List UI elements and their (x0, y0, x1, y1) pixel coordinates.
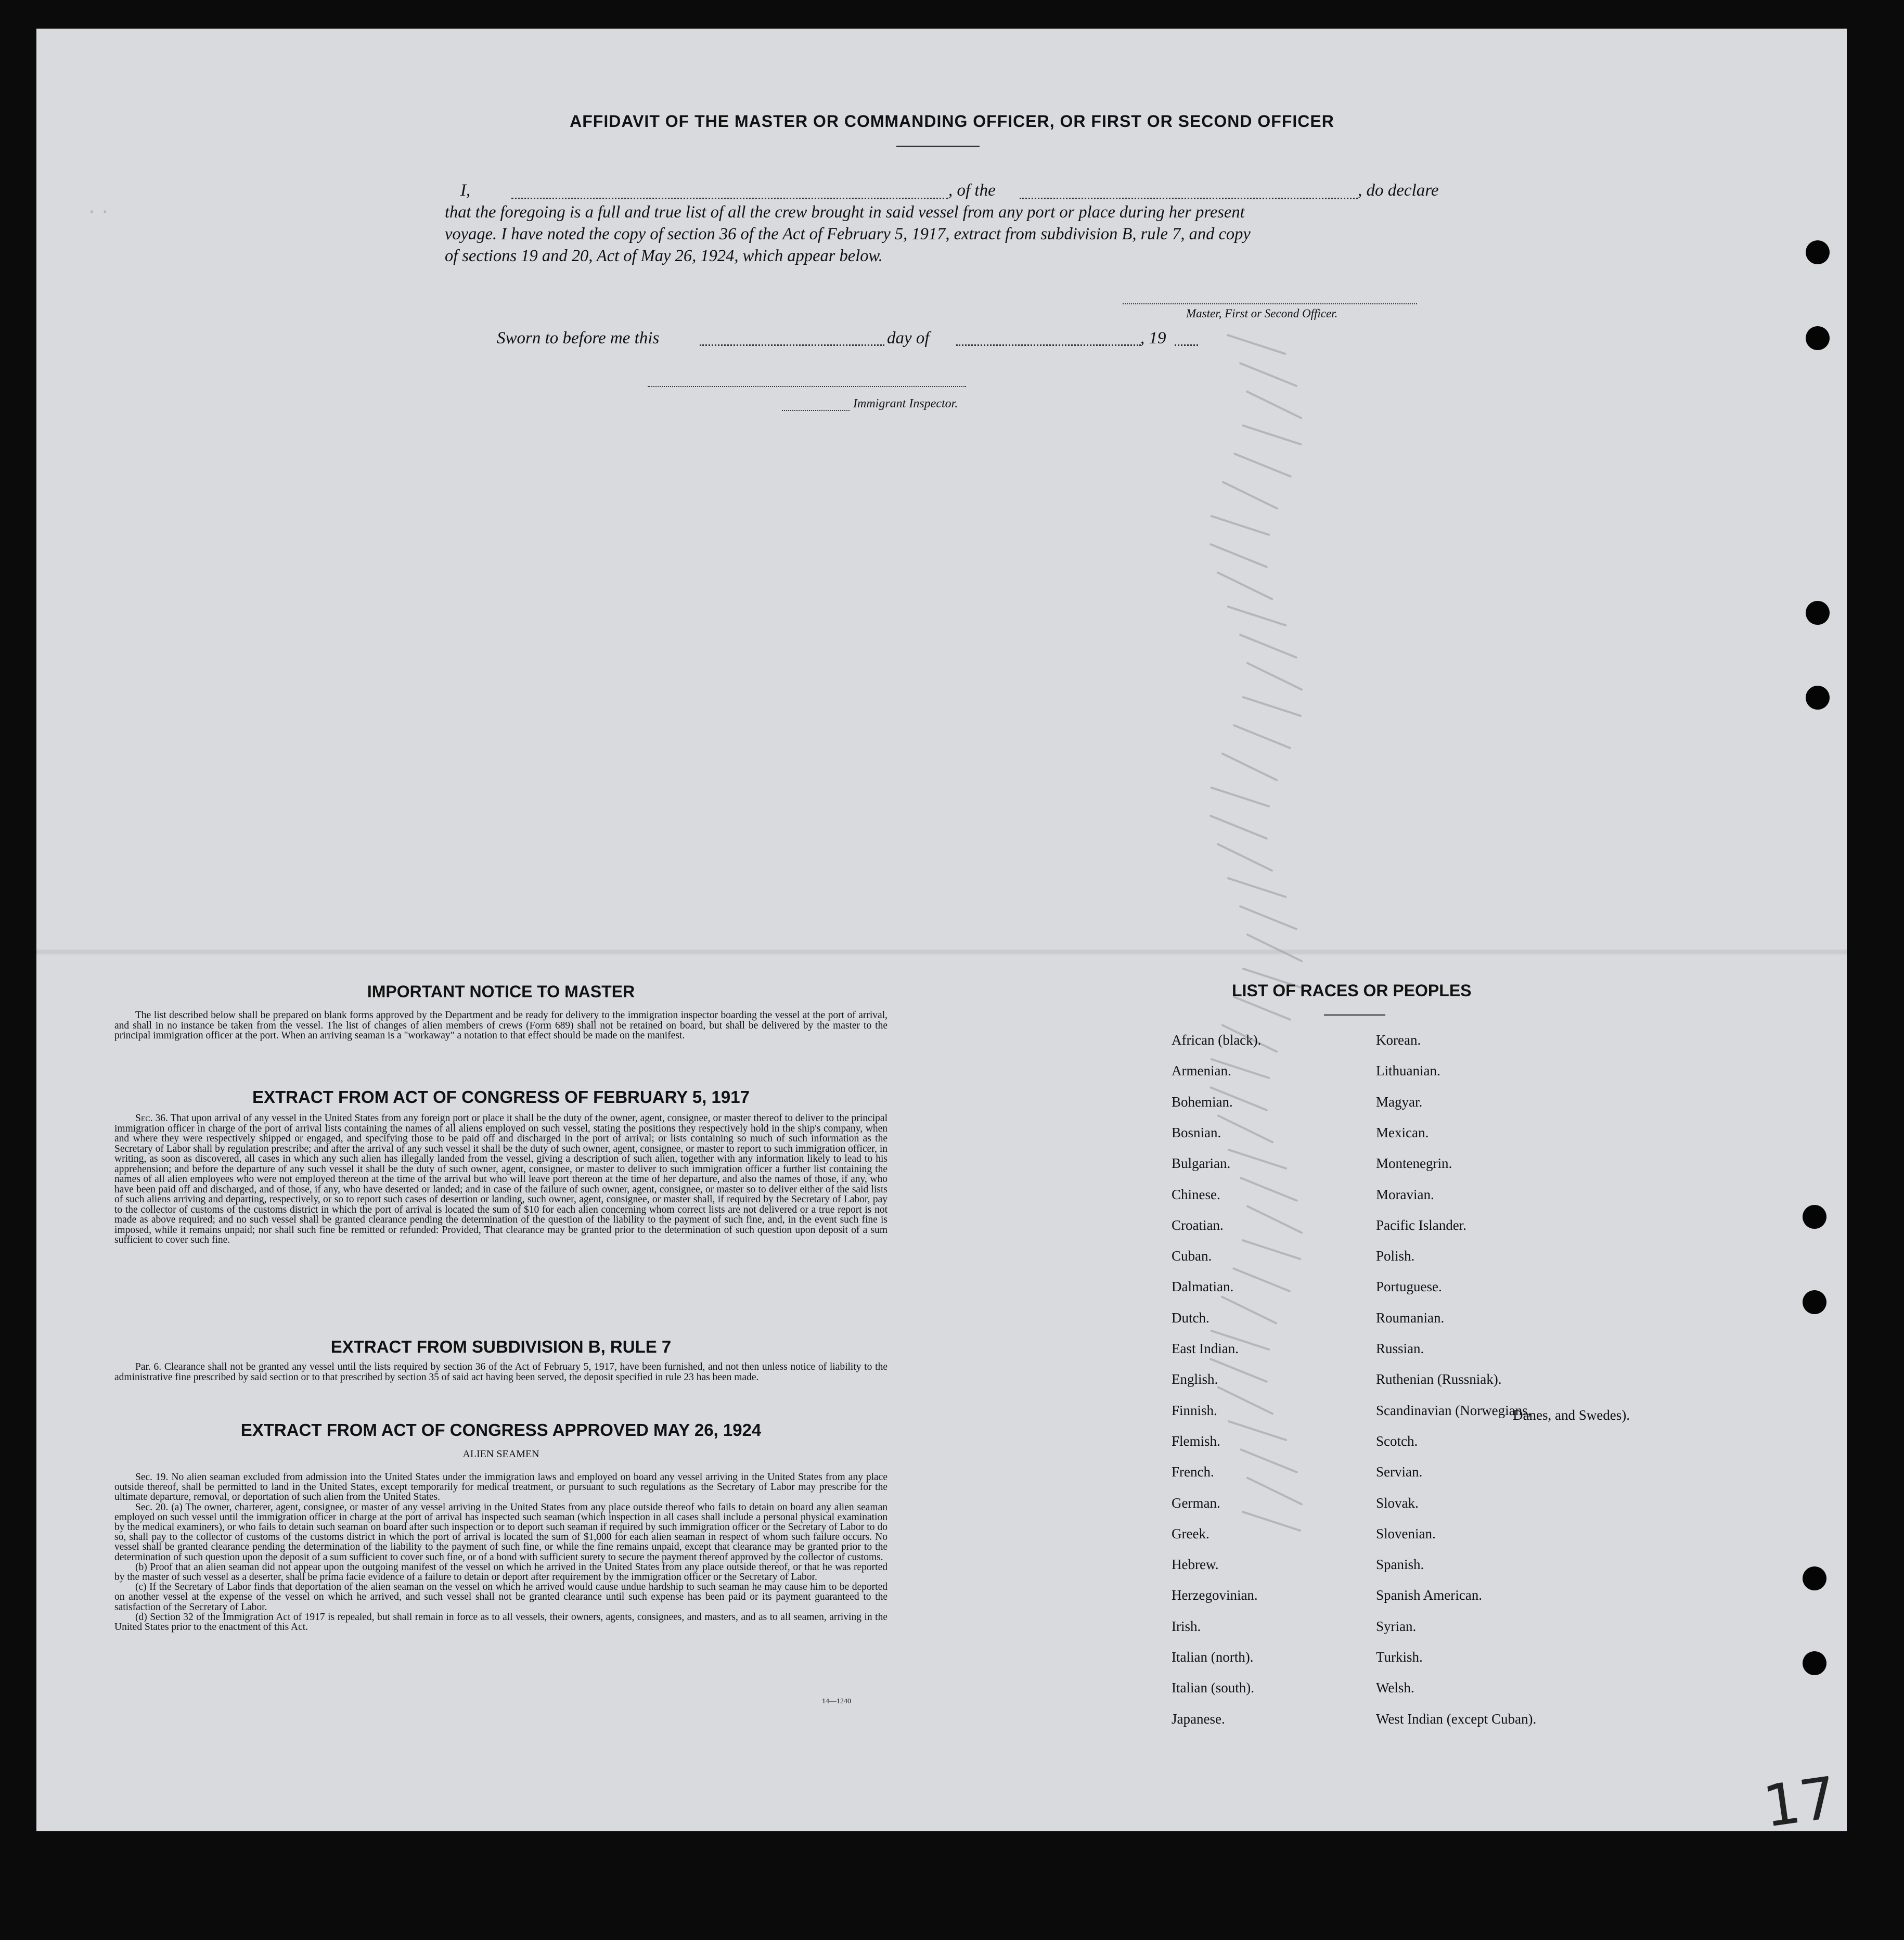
page-fold (36, 949, 1847, 955)
binder-hole (1806, 686, 1830, 710)
race-item: Scandinavian (Norwegians, (1376, 1402, 1532, 1418)
race-item: Dalmatian. (1172, 1279, 1234, 1295)
race-item: Herzegovinian. (1172, 1587, 1258, 1603)
binder-hole (1803, 1651, 1826, 1675)
vessel-blank (1020, 198, 1358, 199)
inspector-signature-line (648, 386, 966, 387)
extract-1917-title: EXTRACT FROM ACT OF CONGRESS OF FEBRUARY 5, 1917 (252, 1087, 750, 1107)
race-item: Armenian. (1172, 1063, 1231, 1079)
signature-line (1123, 303, 1417, 304)
sworn-month-blank (956, 344, 1141, 346)
race-item: English. (1172, 1371, 1218, 1387)
race-item: Greek. (1172, 1525, 1210, 1541)
sec-20d: (d) Section 32 of the Immigration Act of 1917 is repealed, but shall remain in force as to all vessels, their owners, agents, consignees, and masters, and as to all seamen, arriving in the United States prior to the enactment of this Act. (114, 1611, 887, 1633)
name-blank (511, 198, 948, 199)
sworn-prefix: Sworn to before me this (497, 329, 660, 348)
declaration-i: I, (460, 181, 471, 200)
sworn-date-blank (700, 344, 884, 346)
binder-hole (1806, 601, 1830, 625)
race-item: Bulgarian. (1172, 1155, 1231, 1172)
race-item: Italian (north). (1172, 1649, 1254, 1665)
race-item: Chinese. (1172, 1186, 1220, 1202)
race-item: Turkish. (1376, 1649, 1423, 1665)
declaration-of-the: , of the (948, 181, 996, 200)
race-item: East Indian. (1172, 1341, 1239, 1356)
sec-19: Sec. 19. No alien seaman excluded from admission into the United States under the immigration laws and employed on board any vessel arriving in the United States from any place outside thereof, shall be permitted to land in the United States, except temporarily for medical treatment, or pursuant to such regulations as the Secretary of Labor may prescribe for the ultimate departure, removal, or deportation of such alien from the United States. (114, 1472, 887, 1503)
sworn-year: , 19 (1140, 329, 1166, 348)
rule7-paragraph: Par. 6. Clearance shall not be granted any vessel until the lists required by section 36 of the Act of February 5, 1917, have been furnished, and not then unless notice of liability to the administrative fine prescribed by said section or to that prescribed by section 35 of said act having been served, the deposit specified in rule 23 has been made. (114, 1361, 887, 1383)
race-item: Servian. (1376, 1464, 1423, 1480)
inspector-dots (782, 410, 850, 411)
binder-hole (1803, 1205, 1826, 1229)
race-item: Scotch. (1376, 1433, 1418, 1449)
declaration-line-2: that the foregoing is a full and true list of all the crew brought in said vessel from any port or place during her present (445, 203, 1245, 222)
race-item: Polish. (1376, 1248, 1415, 1264)
form-number: 14—1240 (822, 1698, 851, 1705)
race-item: Bosnian. (1172, 1124, 1221, 1140)
race-item: Welsh. (1376, 1680, 1414, 1696)
race-item: Ruthenian (Russniak). (1376, 1371, 1502, 1387)
notice-text (114, 1010, 887, 1041)
declaration-declare: , do declare (1358, 181, 1439, 200)
race-item: Portuguese. (1376, 1279, 1442, 1295)
race-item: African (black). (1172, 1032, 1262, 1048)
race-item: Japanese. (1172, 1711, 1225, 1727)
race-item: Bohemian. (1172, 1094, 1233, 1110)
extract-1917-text (114, 1113, 887, 1245)
race-item: Hebrew. (1172, 1557, 1219, 1573)
race-item: Pacific Islander. (1376, 1217, 1466, 1233)
races-title-rule (1324, 1014, 1385, 1016)
race-continuation: Danes, and Swedes). (1513, 1407, 1630, 1423)
sworn-day-of: day of (887, 329, 930, 348)
race-item: Lithuanian. (1376, 1063, 1440, 1079)
race-item: French. (1172, 1464, 1214, 1480)
binder-hole (1806, 240, 1830, 264)
race-item: Magyar. (1376, 1094, 1423, 1110)
faded-margin-mark: · · (88, 200, 109, 224)
sworn-year-blank (1175, 344, 1198, 346)
race-item: Finnish. (1172, 1402, 1217, 1418)
race-item: Korean. (1376, 1032, 1421, 1048)
alien-seamen-subtitle: ALIEN SEAMEN (462, 1448, 539, 1460)
race-item: Croatian. (1172, 1217, 1224, 1233)
binder-hole (1806, 326, 1830, 350)
race-item: Cuban. (1172, 1248, 1212, 1264)
race-item: Spanish American. (1376, 1587, 1482, 1603)
rule7-title: EXTRACT FROM SUBDIVISION B, RULE 7 (330, 1337, 672, 1356)
race-item: Moravian. (1376, 1186, 1434, 1202)
inspector-caption: Immigrant Inspector. (853, 397, 958, 410)
extract-1924-title: EXTRACT FROM ACT OF CONGRESS APPROVED MAY 26, 1924 (240, 1420, 762, 1440)
rule7-text (114, 1362, 887, 1382)
race-item: Dutch. (1172, 1309, 1210, 1326)
race-item: Syrian. (1376, 1618, 1417, 1634)
sec-20c: (c) If the Secretary of Labor finds that deportation of the alien seaman on the vessel on which he arrived would cause undue hardship to such seaman he may cause him to be deported on another vessel at the expense of the vessel on which he arrived, and such vessel shall not be granted clearance until such expense has been paid or its payment guaranteed to the satisfaction of the Secretary of Labor. (114, 1582, 887, 1613)
race-item: Irish. (1172, 1618, 1201, 1634)
race-item: West Indian (except Cuban). (1376, 1711, 1537, 1727)
race-item: Italian (south). (1172, 1680, 1254, 1696)
sec-36-label: Sec. 36. (135, 1113, 168, 1124)
races-title: LIST OF RACES OR PEOPLES (1232, 981, 1472, 1000)
sec-20a: Sec. 20. (a) The owner, charterer, agent, consignee, or master of any vessel arriving in the United States from any place outside thereof who fails to detain on board any alien seaman employed on such vessel until the immigration officer in charge at the port of arrival has inspected such seaman (which inspection in all cases shall include a personal physical examination by the medical examiners), or who fails to detain such seaman on board after such inspection or to deport such seaman if required by such immigration officer or the Secretary of Labor to do so, shall pay to the collector of customs of the customs district in which the port of arrival is located the sum of $1,000 for each alien seaman in respect of whom such failure occurs. No vessel shall be granted clearance pending the determination of the liability to the payment of such fine, or while the fine remains unpaid, except that clearance may be granted prior to the determination of such question upon the deposit of a sum sufficient to cover such fine, or of a bond with sufficient surety to secure the payment thereof approved by the collector of customs. (114, 1501, 887, 1563)
affidavit-title: AFFIDAVIT OF THE MASTER OR COMMANDING OFFICER, OR FIRST OR SECOND OFFICER (570, 112, 1334, 131)
notice-paragraph: The list described below shall be prepared on blank forms approved by the Department and be ready for delivery to the immigration inspector boarding the vessel at the port of arrival, and shall in no instance be taken from the vessel. The list of changes of alien members of crews (Form 689) shall not be retained on board, but shall be delivered by the master to the principal immigration officer at the port. When an arriving seaman is a "workaway" a notation to that effect should be made on the manifest. (114, 1010, 887, 1041)
race-item: Montenegrin. (1376, 1155, 1452, 1172)
race-item: Russian. (1376, 1341, 1424, 1356)
race-item: Roumanian. (1376, 1309, 1445, 1326)
handwritten-mark: 17 (1759, 1764, 1841, 1841)
binder-hole (1803, 1290, 1826, 1314)
binder-hole (1803, 1566, 1826, 1590)
race-item: Flemish. (1172, 1433, 1220, 1449)
race-item: Slovenian. (1376, 1525, 1436, 1541)
race-item: Mexican. (1376, 1124, 1429, 1140)
race-item: German. (1172, 1495, 1220, 1511)
race-item: Spanish. (1376, 1557, 1424, 1573)
sec-20b: (b) Proof that an alien seaman did not appear upon the outgoing manifest of the vessel on which he arrived in the United States from any place outside thereof, or that he was reported by the master of such vessel as a deserter, shall be prima facie evidence of a failure to detain or deport after requirement by the immigration officer or the Secretary of Labor. (114, 1561, 887, 1583)
title-rule (896, 146, 980, 147)
signature-caption: Master, First or Second Officer. (1186, 307, 1338, 320)
extract-1924-text (114, 1472, 887, 1632)
race-item: Slovak. (1376, 1495, 1419, 1511)
declaration-line-4: of sections 19 and 20, Act of May 26, 1924, which appear below. (445, 247, 883, 265)
sec-36-body: That upon arrival of any vessel in the United States from any foreign port or place it shall be the duty of the owner, agent, consignee, or master thereof to deliver to the principal immigration officer in charge of the port of arrival lists containing the names of all aliens employed on such vessel, stating the positions they respectively hold in the ship's company, when and where they were respectively shipped or engaged, and specifying those to be paid off and discharged in the port of arrival; or lists containing so much of such information as the Secretary of Labor shall by regulation prescribe; and after the arrival of any such vessel it shall be the duty of such owner, agent, consignee, or master to report to such immigration officer, in writing, as soon as discovered, all cases in which any such alien has illegally landed from the vessel, giving a description of such alien, together with any information likely to lead to his apprehension; and before the departure of any such vessel it shall be the duty of such owner, agent, consignee, or master to deliver to such immigration officer a further list containing the names of all alien employees who were not employed thereon at the time of the arrival but who will leave port thereon at the time of her departure, and also the names of those, if any, who have been paid off and discharged, and of those, if any, who have deserted or landed; and in case of the failure of such owner, agent, consignee, or master so to deliver either of the said lists of such aliens arriving and departing, respectively, or so to report such cases of desertion or landing, such owner, agent, consignee, or master shall, if required by the Secretary of Labor, pay to the collector of customs of the customs district in which the port of arrival is located the sum of $10 for each alien concerning whom correct lists are not delivered or a true report is not made as above required; and no such vessel shall be granted clearance pending the determination of the question of the liability to the payment of such fine, and, in the event such fine is imposed, while it remains unpaid; nor shall such fine be remitted or refunded: Provided, That clearance may be granted prior to the determination of such question upon deposit of a sum sufficient to cover such fine. (114, 1113, 887, 1245)
notice-title: IMPORTANT NOTICE TO MASTER (367, 982, 635, 1001)
declaration-line-3: voyage. I have noted the copy of section 36 of the Act of February 5, 1917, extract from subdivision B, rule 7, and copy (445, 225, 1251, 243)
